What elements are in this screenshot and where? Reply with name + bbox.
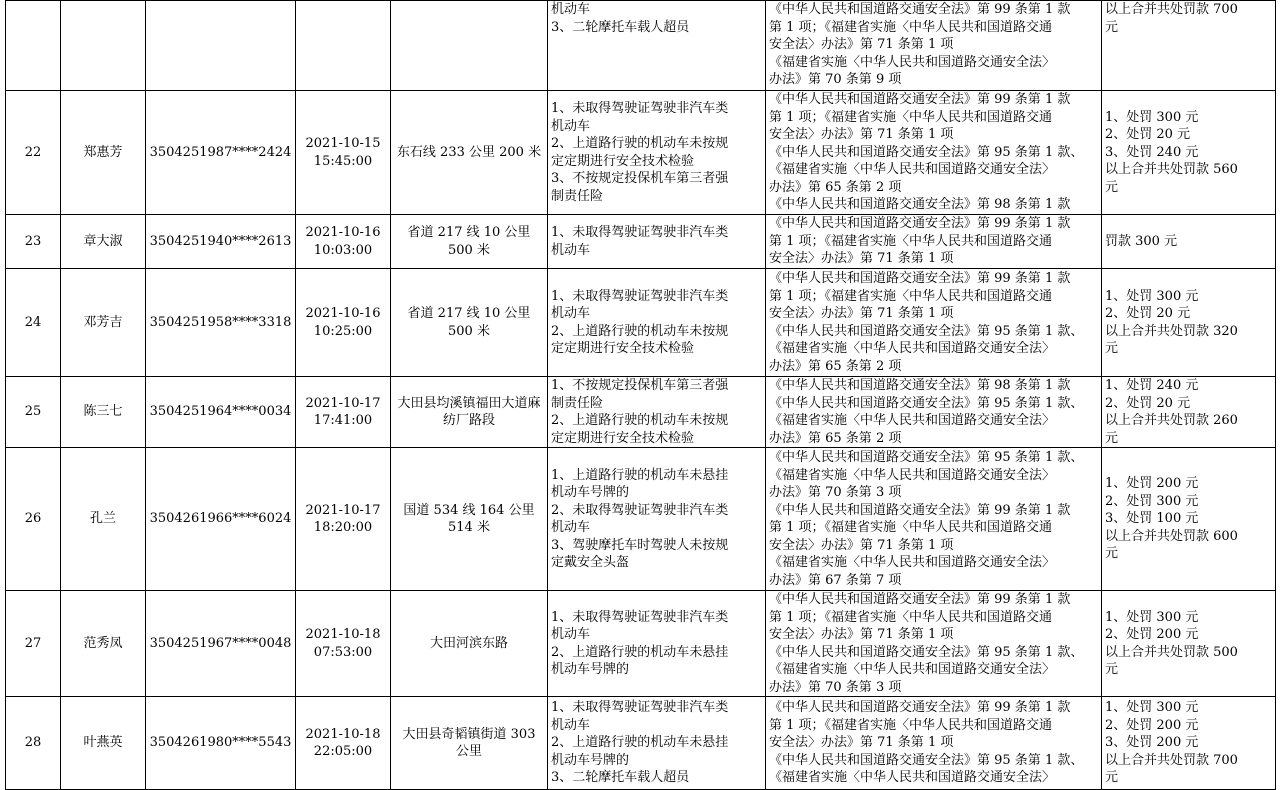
cell-line: 2、上道路行驶的机动车未悬挂 <box>551 735 729 751</box>
cell-text: 3504251958****3318 <box>149 314 292 330</box>
violation-place <box>391 591 548 697</box>
cell-line: 制责任险 <box>551 395 604 411</box>
cell-line: 《中华人民共和国道路交通安全法》第 99 条第 1 款 <box>769 700 1071 716</box>
cell-text: 郑惠芳 <box>83 144 123 160</box>
cell-line: 1、未取得驾驶证驾驶非汽车类 <box>551 225 729 240</box>
cell-line: 定定期进行安全技术检验 <box>551 341 695 356</box>
violation-place <box>391 269 548 377</box>
id-number <box>146 448 296 591</box>
cell-line: 2021-10-17 <box>305 395 381 411</box>
row-index <box>6 269 61 377</box>
cell-line: 2、未取得驾驶证驾驶非汽车类 <box>551 502 729 518</box>
cell-line: 2、处罚 20 元 <box>1105 306 1191 321</box>
cell-line: 《中华人民共和国道路交通安全法》第 98 条第 1 款 <box>769 378 1071 393</box>
table-row <box>6 448 1276 591</box>
cell-line: 1、未取得驾驶证驾驶非汽车类 <box>551 288 729 304</box>
cell-line: 《福建省实施〈中华人民共和国道路交通安全法〉 <box>769 467 1056 483</box>
cell-line: 2021-10-18 <box>305 726 381 742</box>
cell-line: 机动车号牌的 <box>551 485 630 500</box>
cell-line: 办法》第 65 条第 2 项 <box>769 358 902 374</box>
cell-line: 元 <box>1105 662 1119 677</box>
violation-place <box>391 697 548 790</box>
cell-line: 2021-10-16 <box>305 306 381 321</box>
cell-line: 17:41:00 <box>313 413 373 428</box>
penalty-amount <box>1102 1 1276 91</box>
cell-line: 机动车 <box>551 520 591 535</box>
cell-text: 3504261980****5543 <box>149 735 292 751</box>
cell-text: 3504251940****2613 <box>149 233 292 249</box>
cell-line: 1、未取得驾驶证驾驶非汽车类 <box>551 101 729 116</box>
cell-text: 范秀凤 <box>83 635 123 651</box>
penalty-amount <box>1102 269 1276 377</box>
cell-line: 办法》第 70 条第 3 项 <box>769 679 902 695</box>
penalty-amount <box>1102 215 1276 269</box>
cell-line: 《福建省实施〈中华人民共和国道路交通安全法〉 <box>769 770 1056 786</box>
cell-line: 2、上道路行驶的机动车未按规 <box>551 136 729 151</box>
violation-place <box>391 1 548 91</box>
cell-line: 3、处罚 100 元 <box>1105 511 1199 527</box>
cell-line: 定定期进行安全技术检验 <box>551 430 695 446</box>
violation-datetime <box>296 1 391 91</box>
row-index <box>6 1 61 91</box>
cell-line: 第 1 项；《福建省实施〈中华人民共和国道路交通 <box>769 609 1053 625</box>
person-name <box>61 377 146 448</box>
cell-line: 2、处罚 200 元 <box>1105 627 1199 642</box>
violation-description <box>548 269 766 377</box>
cell-line: 3、驾驶摩托车时驾驶人未按规 <box>551 537 729 553</box>
cell-line: 机动车 <box>551 118 591 134</box>
cell-line: 2021-10-17 <box>305 502 381 518</box>
violation-datetime <box>296 697 391 790</box>
violation-datetime <box>296 215 391 269</box>
cell-text: 25 <box>24 404 42 420</box>
cell-line: 《福建省实施〈中华人民共和国道路交通安全法〉 <box>769 413 1056 428</box>
cell-line: 3、不按规定投保机车第三者强 <box>551 171 729 186</box>
cell-text: 3504251964****0034 <box>149 404 292 420</box>
cell-line: 安全法〉办法》第 71 条第 1 项 <box>769 251 954 267</box>
penalty-amount <box>1102 697 1276 790</box>
violation-datetime <box>296 269 391 377</box>
row-index <box>6 448 61 591</box>
cell-line: 机动车 <box>551 2 591 17</box>
cell-line: 第 1 项；《福建省实施〈中华人民共和国道路交通 <box>769 717 1053 733</box>
violation-place <box>391 377 548 448</box>
table-row <box>6 697 1276 790</box>
cell-line: 办法》第 70 条第 3 项 <box>769 485 902 500</box>
cell-text: 省道 217 线 10 公里 500 米 <box>407 306 531 339</box>
id-number <box>146 377 296 448</box>
row-index <box>6 697 61 790</box>
table-row <box>6 1 1276 91</box>
cell-line: 《福建省实施〈中华人民共和国道路交通安全法〉 <box>769 341 1056 356</box>
violation-datetime <box>296 91 391 215</box>
cell-line: 2、处罚 20 元 <box>1105 395 1191 411</box>
cell-line: 以上合并共处罚款 700 <box>1105 752 1238 768</box>
cell-line: 18:20:00 <box>313 520 373 535</box>
cell-line: 机动车 <box>551 306 591 321</box>
cell-line: 罚款 300 元 <box>1105 233 1178 249</box>
legal-basis <box>766 1 1102 91</box>
violation-datetime <box>296 448 391 591</box>
row-index <box>6 91 61 215</box>
cell-line: 定定期进行安全技术检验 <box>551 153 695 169</box>
penalty-amount <box>1102 377 1276 448</box>
cell-line: 《福建省实施〈中华人民共和国道路交通安全法〉 <box>769 54 1056 70</box>
cell-line: 22:05:00 <box>313 744 373 759</box>
cell-line: 2、上道路行驶的机动车未按规 <box>551 323 729 339</box>
cell-text: 3504251987****2424 <box>149 144 292 160</box>
cell-line: 2、处罚 20 元 <box>1105 127 1191 143</box>
row-index <box>6 591 61 697</box>
cell-text: 邓芳吉 <box>83 314 123 330</box>
cell-line: 第 1 项；《福建省实施〈中华人民共和国道路交通 <box>769 19 1053 35</box>
cell-line: 《中华人民共和国道路交通安全法》第 98 条第 1 款 <box>769 197 1071 213</box>
cell-line: 1、未取得驾驶证驾驶非汽车类 <box>551 609 729 625</box>
cell-text: 26 <box>24 511 42 527</box>
cell-line: 元 <box>1105 430 1119 446</box>
cell-line: 第 1 项；《福建省实施〈中华人民共和国道路交通 <box>769 233 1053 249</box>
legal-basis <box>766 591 1102 697</box>
cell-line: 安全法〉办法》第 71 条第 1 项 <box>769 627 954 642</box>
cell-line: 定戴安全头盔 <box>551 555 630 570</box>
cell-line: 2、上道路行驶的机动车未悬挂 <box>551 644 729 660</box>
cell-line: 《福建省实施〈中华人民共和国道路交通安全法〉 <box>769 162 1056 178</box>
cell-line: 1、处罚 200 元 <box>1105 476 1199 492</box>
cell-line: 《中华人民共和国道路交通安全法》第 99 条第 1 款 <box>769 216 1071 232</box>
violation-description <box>548 591 766 697</box>
cell-line: 《中华人民共和国道路交通安全法》第 95 条第 1 款、 <box>769 752 1084 768</box>
cell-text: 大田县均溪镇福田大道麻纺厂路段 <box>397 395 541 428</box>
cell-line: 2、处罚 200 元 <box>1105 717 1199 733</box>
cell-text: 3504261966****6024 <box>149 511 292 527</box>
cell-text: 陈三七 <box>83 404 123 420</box>
cell-text: 国道 534 线 164 公里 514 米 <box>403 502 535 535</box>
cell-line: 元 <box>1105 341 1119 356</box>
cell-text: 省道 217 线 10 公里 500 米 <box>407 225 531 258</box>
cell-text: 东石线 233 公里 200 米 <box>396 144 542 160</box>
id-number <box>146 215 296 269</box>
cell-line: 安全法〉办法》第 71 条第 1 项 <box>769 306 954 321</box>
legal-basis <box>766 215 1102 269</box>
cell-line: 办法》第 70 条第 9 项 <box>769 72 902 87</box>
cell-line: 《中华人民共和国道路交通安全法》第 95 条第 1 款、 <box>769 450 1084 465</box>
cell-line: 2、上道路行驶的机动车未按规 <box>551 413 729 428</box>
violation-datetime <box>296 591 391 697</box>
cell-text: 章大淑 <box>83 233 123 249</box>
cell-text: 22 <box>24 144 42 160</box>
cell-line: 元 <box>1105 179 1119 195</box>
cell-line: 1、处罚 240 元 <box>1105 378 1199 393</box>
cell-line: 元 <box>1105 546 1119 562</box>
table-row <box>6 269 1276 377</box>
penalty-amount <box>1102 591 1276 697</box>
id-number <box>146 1 296 91</box>
cell-line: 3、处罚 200 元 <box>1105 735 1199 751</box>
cell-line: 1、处罚 300 元 <box>1105 609 1199 625</box>
cell-line: 15:45:00 <box>313 153 373 169</box>
cell-line: 2、处罚 300 元 <box>1105 493 1199 509</box>
cell-line: 以上合并共处罚款 560 <box>1105 162 1238 178</box>
violation-place <box>391 448 548 591</box>
violation-description <box>548 215 766 269</box>
cell-line: 2021-10-15 <box>305 136 381 151</box>
person-name <box>61 215 146 269</box>
person-name <box>61 591 146 697</box>
id-number <box>146 91 296 215</box>
cell-line: 安全法〉办法》第 71 条第 1 项 <box>769 127 954 143</box>
cell-line: 《中华人民共和国道路交通安全法》第 95 条第 1 款、 <box>769 144 1084 160</box>
cell-text: 叶燕英 <box>83 735 123 751</box>
cell-line: 《福建省实施〈中华人民共和国道路交通安全法〉 <box>769 662 1056 677</box>
row-index <box>6 215 61 269</box>
violation-description <box>548 1 766 91</box>
violation-description <box>548 448 766 591</box>
violation-description <box>548 697 766 790</box>
cell-line: 2021-10-16 <box>305 225 381 240</box>
cell-line: 《中华人民共和国道路交通安全法》第 99 条第 1 款 <box>769 502 1071 518</box>
cell-line: 1、处罚 300 元 <box>1105 109 1199 125</box>
cell-line: 办法》第 67 条第 7 项 <box>769 572 902 588</box>
table-row <box>6 91 1276 215</box>
cell-line: 机动车 <box>551 627 591 642</box>
cell-line: 第 1 项；《福建省实施〈中华人民共和国道路交通 <box>769 520 1053 535</box>
person-name <box>61 697 146 790</box>
legal-basis <box>766 697 1102 790</box>
table-row <box>6 215 1276 269</box>
cell-line: 《中华人民共和国道路交通安全法》第 95 条第 1 款、 <box>769 395 1084 411</box>
violation-datetime <box>296 377 391 448</box>
cell-line: 3、二轮摩托车载人超员 <box>551 19 690 35</box>
cell-line: 以上合并共处罚款 260 <box>1105 413 1238 428</box>
cell-line: 以上合并共处罚款 600 <box>1105 528 1238 544</box>
table-row <box>6 591 1276 697</box>
cell-line: 1、处罚 300 元 <box>1105 700 1199 716</box>
cell-line: 办法》第 65 条第 2 项 <box>769 430 902 446</box>
cell-line: 2021-10-18 <box>305 627 381 642</box>
cell-line: 元 <box>1105 770 1119 786</box>
person-name <box>61 448 146 591</box>
cell-line: 《中华人民共和国道路交通安全法》第 99 条第 1 款 <box>769 271 1071 286</box>
cell-line: 制责任险 <box>551 188 604 204</box>
cell-line: 《中华人民共和国道路交通安全法》第 99 条第 1 款 <box>769 592 1071 607</box>
row-index <box>6 377 61 448</box>
cell-text: 大田县奇韬镇街道 303 公里 <box>402 726 536 759</box>
legal-basis <box>766 91 1102 215</box>
cell-line: 1、处罚 300 元 <box>1105 288 1199 304</box>
cell-line: 《中华人民共和国道路交通安全法》第 95 条第 1 款、 <box>769 323 1084 339</box>
cell-line: 《中华人民共和国道路交通安全法》第 99 条第 1 款 <box>769 92 1071 108</box>
cell-text: 23 <box>24 233 42 249</box>
cell-line: 1、未取得驾驶证驾驶非汽车类 <box>551 700 729 716</box>
id-number <box>146 269 296 377</box>
cell-text: 大田河滨东路 <box>429 635 508 651</box>
penalty-records-table <box>5 0 1276 790</box>
cell-line: 07:53:00 <box>313 644 373 660</box>
person-name <box>61 1 146 91</box>
cell-line: 安全法〉办法》第 71 条第 1 项 <box>769 37 954 52</box>
cell-line: 《中华人民共和国道路交通安全法》第 99 条第 1 款 <box>769 2 1071 17</box>
id-number <box>146 591 296 697</box>
person-name <box>61 269 146 377</box>
cell-line: 以上合并共处罚款 700 <box>1105 2 1238 17</box>
penalty-amount <box>1102 448 1276 591</box>
penalty-amount <box>1102 91 1276 215</box>
cell-line: 第 1 项；《福建省实施〈中华人民共和国道路交通 <box>769 109 1053 125</box>
cell-line: 《福建省实施〈中华人民共和国道路交通安全法〉 <box>769 555 1056 570</box>
cell-line: 3、处罚 240 元 <box>1105 144 1199 160</box>
violation-place <box>391 91 548 215</box>
person-name <box>61 91 146 215</box>
cell-line: 1、不按规定投保机车第三者强 <box>551 378 729 393</box>
legal-basis <box>766 448 1102 591</box>
legal-basis <box>766 377 1102 448</box>
table-row <box>6 377 1276 448</box>
cell-line: 《中华人民共和国道路交通安全法》第 95 条第 1 款、 <box>769 644 1084 660</box>
violation-description <box>548 377 766 448</box>
cell-line: 办法》第 65 条第 2 项 <box>769 179 902 195</box>
cell-line: 机动车 <box>551 242 591 258</box>
cell-line: 机动车 <box>551 717 591 733</box>
cell-line: 安全法〉办法》第 71 条第 1 项 <box>769 537 954 553</box>
cell-line: 10:03:00 <box>313 242 373 258</box>
cell-line: 第 1 项；《福建省实施〈中华人民共和国道路交通 <box>769 288 1053 304</box>
cell-line: 元 <box>1105 19 1119 35</box>
cell-line: 机动车号牌的 <box>551 662 630 677</box>
cell-text: 3504251967****0048 <box>149 635 292 651</box>
cell-text: 24 <box>24 314 42 330</box>
cell-line: 3、二轮摩托车载人超员 <box>551 770 690 786</box>
cell-line: 1、上道路行驶的机动车未悬挂 <box>551 467 729 483</box>
cell-text: 27 <box>24 635 42 651</box>
cell-line: 以上合并共处罚款 500 <box>1105 644 1238 660</box>
cell-text: 孔兰 <box>89 511 116 527</box>
violation-place <box>391 215 548 269</box>
cell-line: 机动车号牌的 <box>551 752 630 768</box>
cell-line: 10:25:00 <box>313 323 373 339</box>
cell-line: 安全法〉办法》第 71 条第 1 项 <box>769 735 954 751</box>
id-number <box>146 697 296 790</box>
cell-text: 28 <box>24 735 42 751</box>
table-body <box>6 1 1276 790</box>
legal-basis <box>766 269 1102 377</box>
cell-line: 以上合并共处罚款 320 <box>1105 323 1238 339</box>
violation-description <box>548 91 766 215</box>
